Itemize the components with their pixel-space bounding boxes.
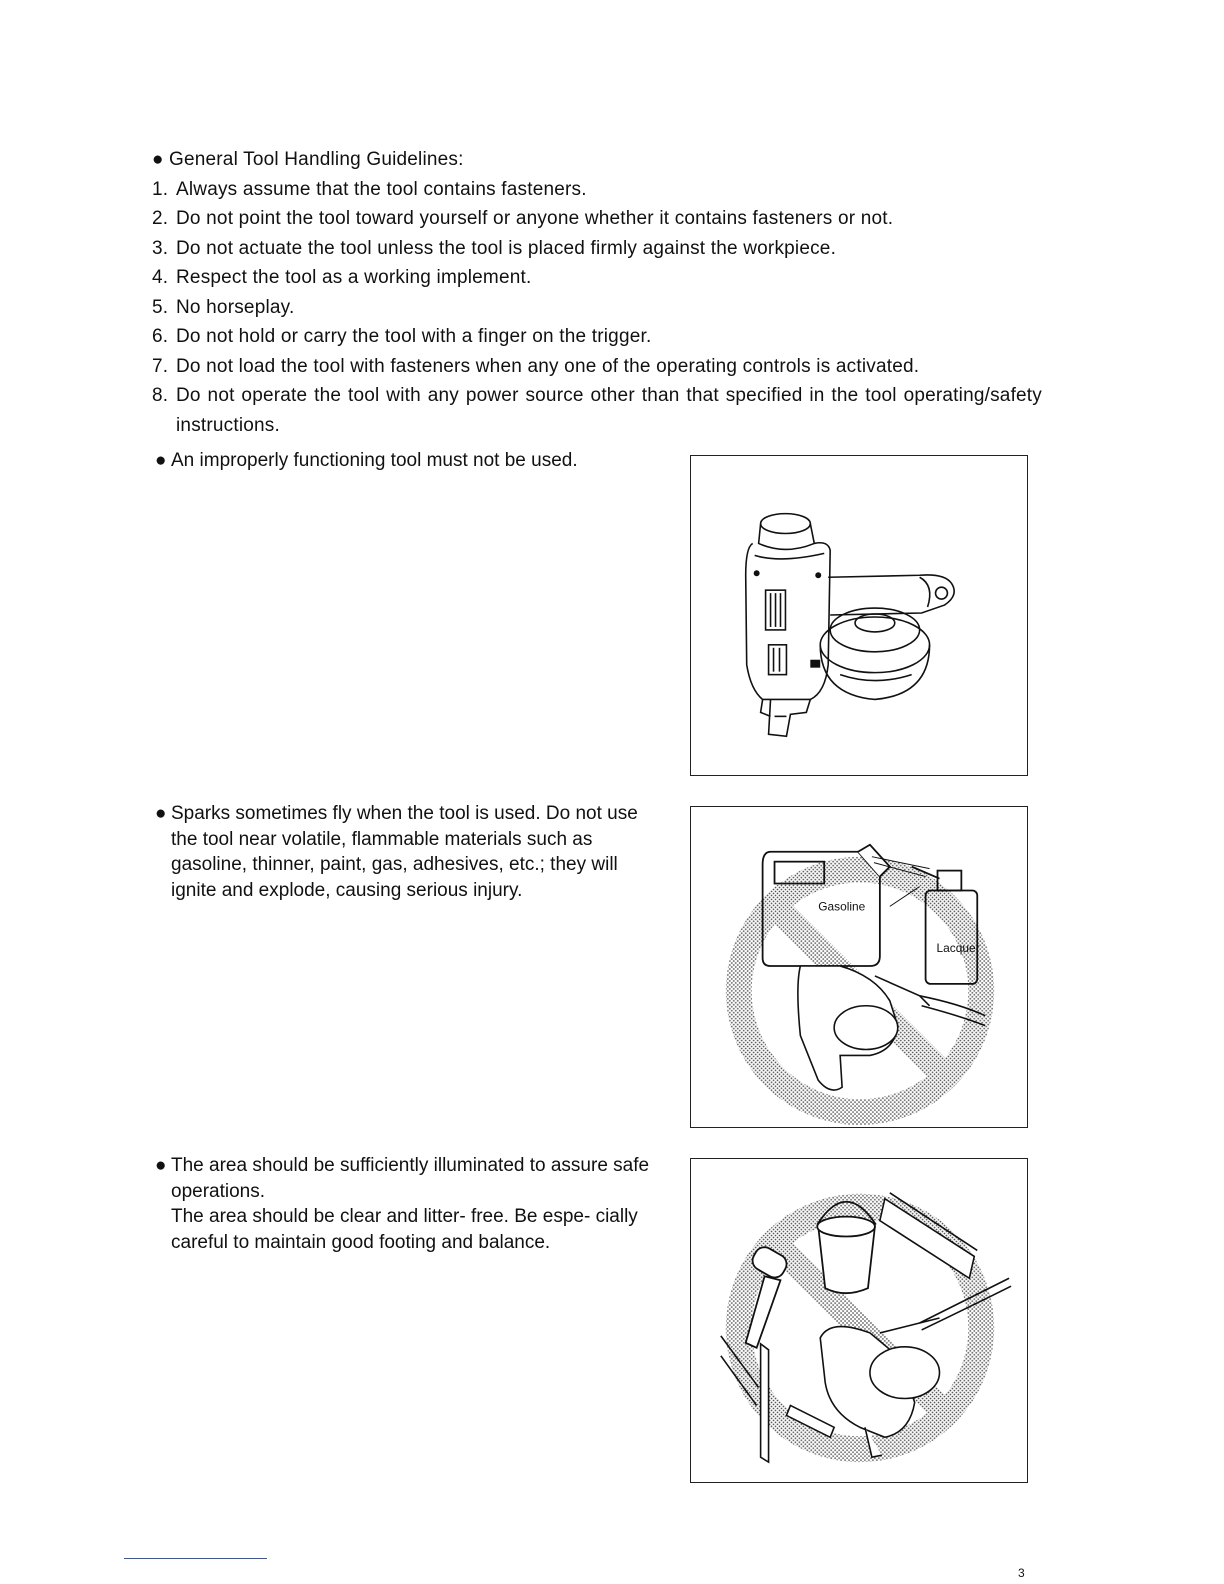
lacquer-label: Lacquer bbox=[936, 941, 980, 956]
note-text: Sparks sometimes fly when the tool is used. Do not use the tool near volatile, flammable materials such as gasoline, thinner, paint, gas, adhesives, etc.; they will ignite and explode, causing serious injury. bbox=[171, 803, 638, 901]
rule-item bbox=[152, 352, 1042, 382]
rule-item bbox=[152, 234, 1042, 264]
rule-text: Do not load the tool with fasteners when any one of the operating controls is activated. bbox=[176, 355, 920, 377]
note-text: The area should be clear and litter- free. Be espe- cially careful to maintain good footing and balance. bbox=[171, 1206, 638, 1253]
figure-coil-nailer bbox=[690, 455, 1028, 776]
gasoline-label: Gasoline bbox=[818, 899, 866, 914]
guidelines-heading: ● General Tool Handling Guidelines: bbox=[152, 145, 1042, 175]
handling-guidelines bbox=[152, 145, 1042, 440]
cluttered-area-illustration bbox=[691, 1159, 1027, 1482]
rule-item bbox=[152, 175, 1042, 205]
rule-number: 8. bbox=[152, 385, 169, 406]
rule-item bbox=[152, 293, 1042, 323]
rule-text: Do not actuate the tool unless the tool is placed firmly against the workpiece. bbox=[176, 237, 837, 259]
bullet-icon: ● bbox=[155, 803, 167, 824]
rule-number: 7. bbox=[152, 355, 169, 377]
note-sparks bbox=[155, 801, 660, 903]
note-improper-tool bbox=[155, 448, 660, 474]
coil-nailer-illustration bbox=[691, 456, 1027, 775]
rule-item bbox=[152, 322, 1042, 352]
bullet-icon: ● bbox=[155, 1155, 167, 1176]
rule-text: Do not point the tool toward yourself or anyone whether it contains fasteners or not. bbox=[176, 208, 894, 229]
note-text: The area should be sufficiently illuminated to assure safe operations. bbox=[171, 1155, 650, 1202]
bullet-icon: ● bbox=[152, 149, 164, 170]
rule-item bbox=[152, 263, 1042, 293]
rule-item bbox=[152, 204, 1042, 234]
bullet-icon: ● bbox=[155, 450, 167, 471]
rule-text: Do not hold or carry the tool with a finger on the trigger. bbox=[176, 326, 652, 347]
rule-number: 4. bbox=[152, 267, 169, 288]
rule-text: Always assume that the tool contains fasteners. bbox=[176, 178, 587, 200]
rule-number: 3. bbox=[152, 237, 169, 259]
rule-text: Respect the tool as a working implement. bbox=[176, 267, 532, 288]
rule-text: Do not operate the tool with any power source other than that specified in the tool operating/safety instructions. bbox=[176, 385, 1042, 436]
page-number: 3 bbox=[1018, 1566, 1025, 1580]
note-work-area bbox=[155, 1153, 660, 1255]
note-body bbox=[171, 1153, 660, 1255]
figure-flammables-prohibited bbox=[690, 806, 1028, 1128]
rule-number: 2. bbox=[152, 208, 169, 229]
plank-icon bbox=[880, 1193, 977, 1278]
flammables-illustration bbox=[691, 807, 1027, 1127]
figure-cluttered-area bbox=[690, 1158, 1028, 1483]
rule-item bbox=[152, 381, 1042, 440]
note-text: An improperly functioning tool must not be used. bbox=[171, 450, 578, 471]
rule-number: 1. bbox=[152, 178, 169, 200]
rule-number: 6. bbox=[152, 326, 169, 347]
rules-list bbox=[152, 175, 1042, 441]
rule-text: No horseplay. bbox=[176, 296, 295, 318]
footer-rule bbox=[124, 1558, 267, 1559]
rule-number: 5. bbox=[152, 296, 169, 318]
